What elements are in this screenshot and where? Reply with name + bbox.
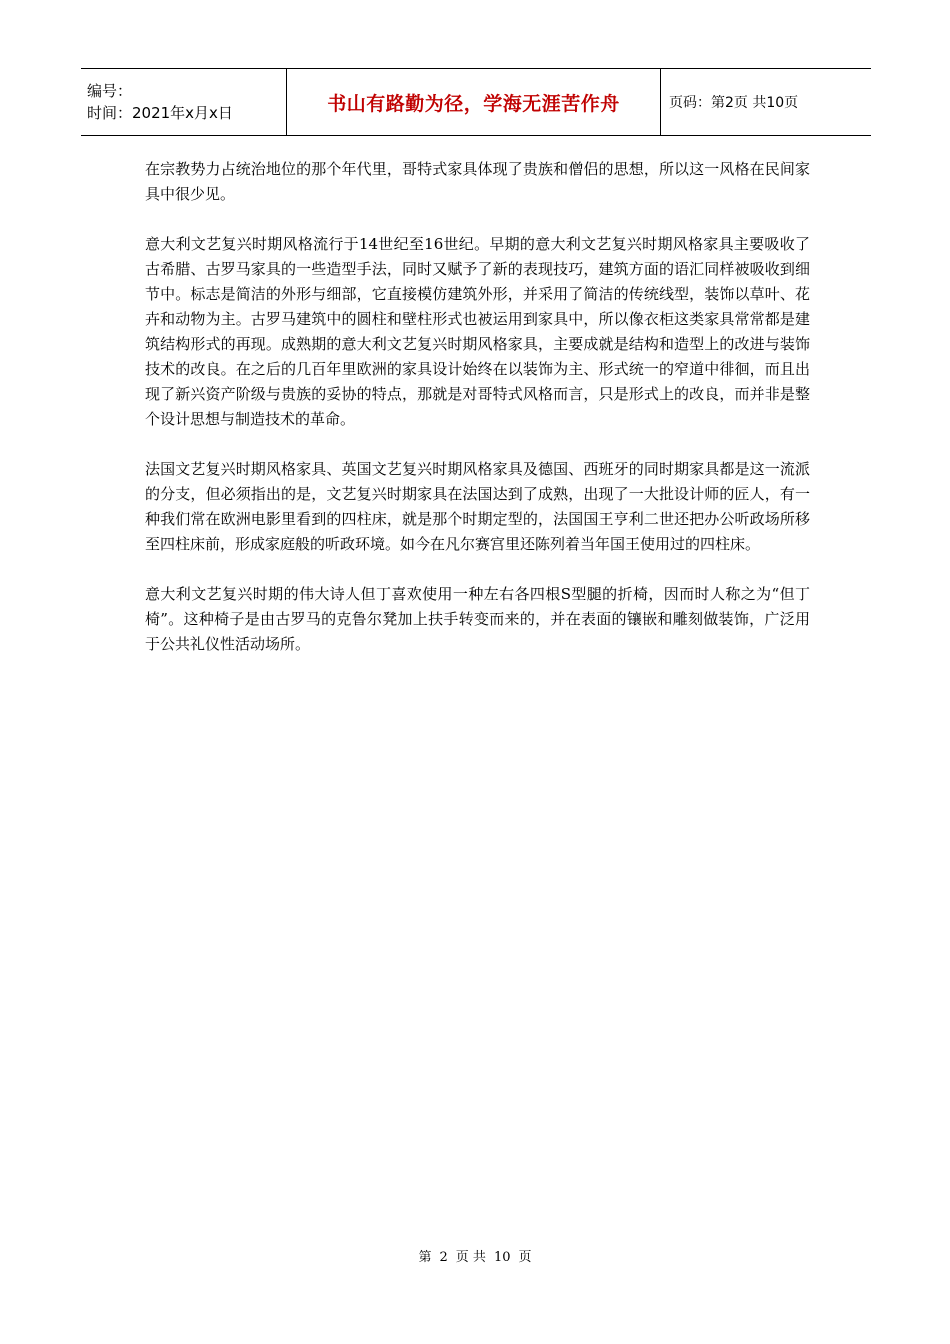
- body-paragraph: 意大利文艺复兴时期的伟大诗人但丁喜欢使用一种左右各四根S型腿的折椅，因而时人称之为“但丁椅”。这种椅子是由古罗马的克鲁尔凳加上扶手转变而来的，并在表面的镶嵌和雕刻做装饰，广泛用于公共礼仪性活动场所。: [145, 585, 810, 653]
- document-date: 时间：2021年x月x日: [87, 104, 233, 122]
- document-body: [145, 157, 810, 682]
- header-motto: 书山有路勤为径，学海无涯苦作舟: [327, 92, 620, 115]
- footer-page-prefix: 第: [418, 1250, 432, 1265]
- footer-page-suffix: 页: [518, 1250, 532, 1265]
- body-paragraph: 在宗教势力占统治地位的那个年代里，哥特式家具体现了贵族和僧侣的思想，所以这一风格在民间家具中很少见。: [145, 160, 810, 203]
- footer-page-mid: 页 共: [455, 1250, 486, 1265]
- header-page-info: 页码：第2页 共10页: [669, 95, 799, 111]
- footer-page-current: 2: [439, 1250, 448, 1265]
- document-header: [81, 68, 871, 136]
- page-footer: [0, 1246, 950, 1265]
- header-page-cell: [661, 69, 872, 136]
- header-meta-cell: [81, 69, 287, 136]
- document-number-label: 编号：: [87, 82, 133, 100]
- body-paragraph: 意大利文艺复兴时期风格流行于14世纪至16世纪。早期的意大利文艺复兴时期风格家具主要吸收了古希腊、古罗马家具的一些造型手法，同时又赋予了新的表现技巧，建筑方面的语汇同样被吸收到细节中。标志是简洁的外形与细部，它直接模仿建筑外形，并采用了简洁的传统线型，装饰以草叶、花卉和动物为主。古罗马建筑中的圆柱和壁柱形式也被运用到家具中，所以像衣柜这类家具常常都是建筑结构形式的再现。成熟期的意大利文艺复兴时期风格家具，主要成就是结构和造型上的改进与装饰技术的改良。在之后的几百年里欧洲的家具设计始终在以装饰为主、形式统一的窄道中徘徊，而且出现了新兴资产阶级与贵族的妥协的特点，那就是对哥特式风格而言，只是形式上的改良，而并非是整个设计思想与制造技术的革命。: [145, 235, 810, 428]
- footer-page-total: 10: [493, 1250, 511, 1265]
- header-motto-cell: [287, 69, 661, 136]
- body-paragraph: 法国文艺复兴时期风格家具、英国文艺复兴时期风格家具及德国、西班牙的同时期家具都是这一流派的分支，但必须指出的是，文艺复兴时期家具在法国达到了成熟，出现了一大批设计师的匠人，有一种我们常在欧洲电影里看到的四柱床，就是那个时期定型的，法国国王亨利二世还把办公听政场所移至四柱床前，形成家庭般的听政环境。如今在凡尔赛宫里还陈列着当年国王使用过的四柱床。: [145, 460, 810, 553]
